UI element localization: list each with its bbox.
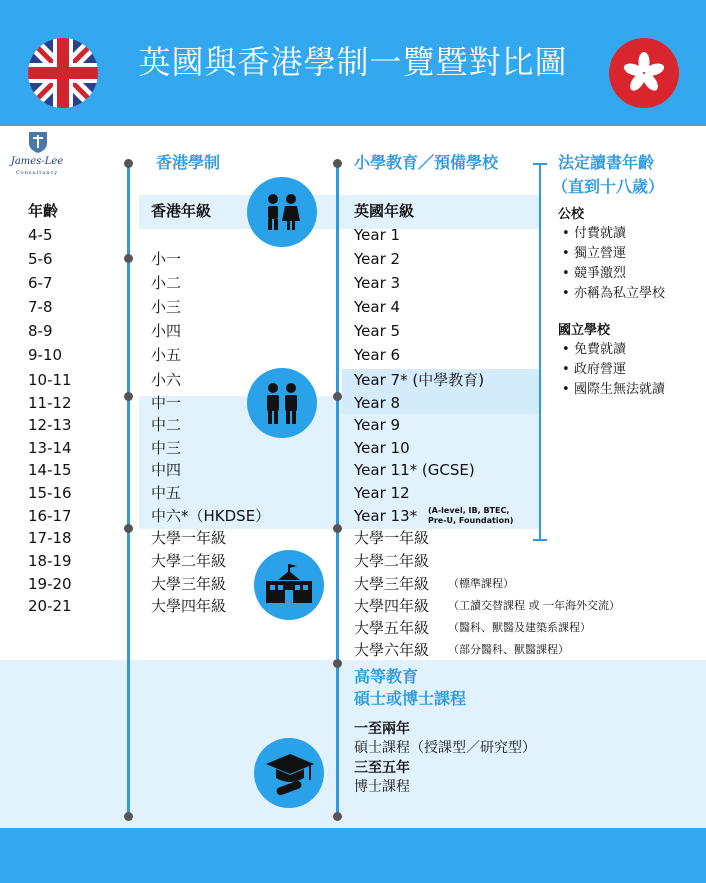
legal-age-header: 法定讀書年齡 xyxy=(558,153,655,172)
timeline-dot xyxy=(124,159,133,168)
uk-grade-row: 大學一年級 xyxy=(354,529,430,547)
timeline-dot xyxy=(124,254,133,263)
timeline-dot xyxy=(333,392,342,401)
age-row: 20-21 xyxy=(28,597,72,615)
timeline-dot xyxy=(124,392,133,401)
state-school-list xyxy=(558,340,665,400)
timeline-dot xyxy=(333,524,342,533)
year13-note-1: (A-level, IB, BTEC, xyxy=(428,506,510,515)
list-item: • 付費就讀 xyxy=(558,224,665,244)
legal-age-cap-bottom xyxy=(533,539,547,541)
hk-grade-row: 大學四年級 xyxy=(151,597,227,615)
hk-grade-row: 小二 xyxy=(151,274,182,292)
uk-grade-row: Year 1 xyxy=(354,226,401,244)
age-row: 12-13 xyxy=(28,416,72,434)
list-item: • 亦稱為私立學校 xyxy=(558,284,665,304)
legal-age-subheader: （直到十八歲） xyxy=(552,177,665,196)
uk-grade-note: （工讀交替課程 或 一年海外交流） xyxy=(448,599,620,612)
hk-grade-row: 大學一年級 xyxy=(151,529,227,547)
hk-grade-row: 中三 xyxy=(151,439,182,457)
hk-grade-row: 大學二年級 xyxy=(151,552,227,570)
legal-age-cap-top xyxy=(533,163,547,165)
age-row: 8-9 xyxy=(28,322,53,340)
graduation-cap-icon xyxy=(254,738,324,808)
masters-desc: 碩士課程（授課型／研究型） xyxy=(354,740,536,756)
hk-grade-header: 香港年級 xyxy=(151,202,212,220)
age-row: 4-5 xyxy=(28,226,53,244)
age-row: 9-10 xyxy=(28,346,63,364)
students-icon xyxy=(247,368,317,438)
timeline-dot xyxy=(333,812,342,821)
logo-subtitle: Consultancy xyxy=(15,170,59,176)
logo xyxy=(8,128,66,186)
hk-grade-row: 小四 xyxy=(151,322,182,340)
age-row: 19-20 xyxy=(28,575,72,593)
age-row: 14-15 xyxy=(28,461,72,479)
list-item: • 國際生無法就讀 xyxy=(558,380,665,400)
age-row: 16-17 xyxy=(28,507,72,525)
uk-grade-row: Year 10 xyxy=(354,439,410,457)
timeline-dot xyxy=(124,812,133,821)
higher-ed-subtitle: 碩士或博士課程 xyxy=(354,689,467,708)
uk-grade-row: Year 13* xyxy=(354,507,418,525)
age-row: 10-11 xyxy=(28,371,72,389)
uk-grade-note: （醫科、獸醫及建築系課程） xyxy=(448,621,591,634)
hk-grade-row: 大學三年級 xyxy=(151,575,227,593)
timeline-dot xyxy=(333,659,342,668)
uk-grade-row: Year 2 xyxy=(354,250,401,268)
age-row: 15-16 xyxy=(28,484,72,502)
higher-ed-band xyxy=(0,660,706,828)
timeline-dot xyxy=(333,159,342,168)
year13-note-2: Pre-U, Foundation) xyxy=(428,516,514,525)
hk-grade-row: 小六 xyxy=(151,371,182,389)
higher-ed-title: 高等教育 xyxy=(354,667,419,686)
uk-grade-row: Year 6 xyxy=(354,346,401,364)
uk-grade-row: 大學六年級 xyxy=(354,641,430,659)
hk-grade-row: 中二 xyxy=(151,416,182,434)
hk-grade-row: 中四 xyxy=(151,461,182,479)
uk-grade-header: 英國年級 xyxy=(354,202,415,220)
hk-flag-icon xyxy=(608,37,680,109)
uk-timeline xyxy=(336,163,339,817)
age-row: 13-14 xyxy=(28,439,72,457)
uk-grade-row: 大學三年級 xyxy=(354,575,430,593)
hk-grade-row: 小三 xyxy=(151,298,182,316)
phd-years: 三至五年 xyxy=(354,760,410,776)
age-row: 6-7 xyxy=(28,274,53,292)
phd-desc: 博士課程 xyxy=(354,779,410,795)
footer-banner xyxy=(0,828,706,883)
list-item: • 競爭激烈 xyxy=(558,264,665,284)
uk-grade-row: Year 12 xyxy=(354,484,410,502)
logo-name: James-Lee xyxy=(10,156,64,167)
masters-years: 一至兩年 xyxy=(354,721,410,737)
public-school-list xyxy=(558,224,665,304)
uk-grade-row: Year 7* (中學教育) xyxy=(354,371,485,389)
uk-grade-row: Year 11* (GCSE) xyxy=(354,461,475,479)
hk-grade-row: 中一 xyxy=(151,394,182,412)
uk-grade-row: Year 8 xyxy=(354,394,401,412)
timeline-dot xyxy=(124,524,133,533)
children-icon xyxy=(247,177,317,247)
uk-system-header: 小學教育／預備學校 xyxy=(354,153,499,172)
uk-grade-row: Year 3 xyxy=(354,274,401,292)
crest-icon xyxy=(26,130,50,154)
hk-grade-row: 中六*（HKDSE） xyxy=(151,507,271,525)
age-row: 5-6 xyxy=(28,250,53,268)
uk-grade-row: 大學二年級 xyxy=(354,552,430,570)
uk-grade-row: 大學五年級 xyxy=(354,619,430,637)
uk-grade-note: （部分醫科、獸醫課程） xyxy=(448,643,569,656)
hk-system-header: 香港學制 xyxy=(156,153,221,172)
hk-grade-row: 小五 xyxy=(151,346,182,364)
uk-grade-row: Year 9 xyxy=(354,416,401,434)
list-item: • 獨立營運 xyxy=(558,244,665,264)
school-building-icon xyxy=(254,550,324,620)
age-row: 18-19 xyxy=(28,552,72,570)
age-row: 7-8 xyxy=(28,298,53,316)
hk-grade-row: 中五 xyxy=(151,484,182,502)
hk-grade-row: 小一 xyxy=(151,250,182,268)
public-school-title: 公校 xyxy=(558,207,585,222)
state-school-title: 國立學校 xyxy=(558,323,611,338)
uk-grade-note: （標準課程） xyxy=(448,577,514,590)
list-item: • 免費就讀 xyxy=(558,340,665,360)
list-item: • 政府營運 xyxy=(558,360,665,380)
uk-grade-row: Year 5 xyxy=(354,322,401,340)
age-row: 11-12 xyxy=(28,394,72,412)
uk-grade-row: 大學四年級 xyxy=(354,597,430,615)
age-row: 17-18 xyxy=(28,529,72,547)
uk-grade-row: Year 4 xyxy=(354,298,401,316)
age-header: 年齡 xyxy=(28,202,59,220)
legal-age-line xyxy=(539,163,541,540)
page-title: 英國與香港學制一覽暨對比圖 xyxy=(138,43,568,81)
